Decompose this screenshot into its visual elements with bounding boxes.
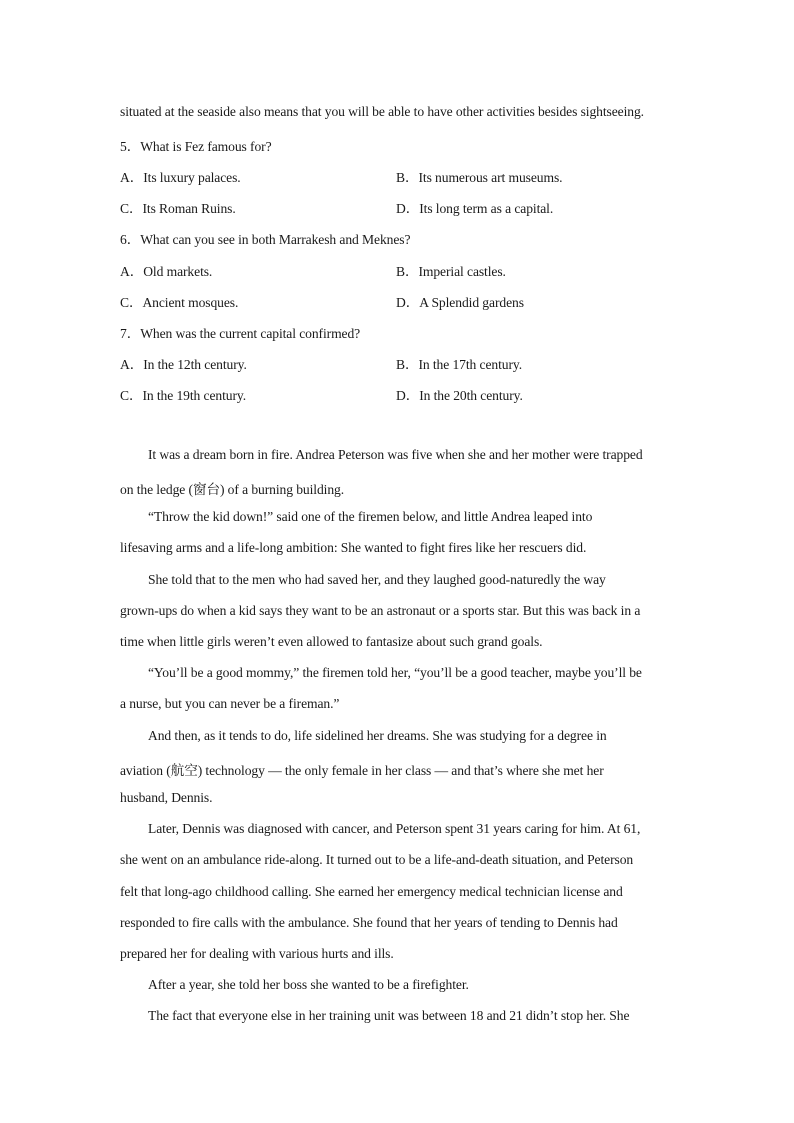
- passage-line: And then, as it tends to do, life sidelined her dreams. She was studying for a degree in: [148, 728, 607, 743]
- passage-line: “You’ll be a good mommy,” the firemen told her, “you’ll be a good teacher, maybe you’ll be: [148, 665, 642, 680]
- intro-line: situated at the seaside also means that you will be able to have other activities besides sightseeing.: [120, 104, 644, 119]
- question-7-option-d: D．In the 20th century.: [396, 388, 523, 403]
- passage-line: lifesaving arms and a life-long ambition: She wanted to fight fires like her rescuers did.: [120, 540, 587, 555]
- question-5-option-a: A．Its luxury palaces.: [120, 170, 241, 185]
- question-6-option-c: C．Ancient mosques.: [120, 295, 239, 310]
- passage-line: After a year, she told her boss she wanted to be a firefighter.: [148, 977, 469, 992]
- passage-line: prepared her for dealing with various hurts and ills.: [120, 946, 394, 961]
- passage-line: aviation (航空) technology — the only female in her class — and that’s where she met her: [120, 763, 604, 778]
- question-7-option-b: B．In the 17th century.: [396, 357, 523, 372]
- question-5-option-c: C．Its Roman Ruins.: [120, 201, 236, 216]
- passage-line: “Throw the kid down!” said one of the firemen below, and little Andrea leaped into: [148, 509, 593, 524]
- passage-line: It was a dream born in fire. Andrea Peterson was five when she and her mother were trapped: [148, 447, 643, 462]
- passage-line: responded to fire calls with the ambulance. She found that her years of tending to Dennis had: [120, 915, 618, 930]
- passage-line: Later, Dennis was diagnosed with cancer, and Peterson spent 31 years caring for him. At 61,: [148, 821, 641, 836]
- passage-line: time when little girls weren’t even allowed to fantasize about such grand goals.: [120, 634, 543, 649]
- question-6-option-b: B．Imperial castles.: [396, 264, 506, 279]
- passage-line: husband, Dennis.: [120, 790, 213, 805]
- question-6-option-d: D．A Splendid gardens: [396, 295, 524, 310]
- question-7-stem: 7．When was the current capital confirmed?: [120, 326, 361, 341]
- question-5-option-d: D．Its long term as a capital.: [396, 201, 554, 216]
- question-7-option-a: A．In the 12th century.: [120, 357, 247, 372]
- question-6-option-a: A．Old markets.: [120, 264, 213, 279]
- passage-line: she went on an ambulance ride-along. It turned out to be a life-and-death situation, and Peterson: [120, 852, 634, 867]
- passage-line: She told that to the men who had saved her, and they laughed good-naturedly the way: [148, 572, 606, 587]
- question-5-stem: 5．What is Fez famous for?: [120, 139, 272, 154]
- passage-line: on the ledge (窗台) of a burning building.: [120, 482, 345, 497]
- question-6-stem: 6．What can you see in both Marrakesh and Meknes?: [120, 232, 411, 247]
- passage-line: a nurse, but you can never be a fireman.”: [120, 696, 340, 711]
- question-7-option-c: C．In the 19th century.: [120, 388, 247, 403]
- question-5-option-b: B．Its numerous art museums.: [396, 170, 563, 185]
- passage-line: felt that long-ago childhood calling. She earned her emergency medical technician license and: [120, 884, 623, 899]
- passage-line: The fact that everyone else in her training unit was between 18 and 21 didn’t stop her. She: [148, 1008, 630, 1023]
- passage-line: grown-ups do when a kid says they want to be an astronaut or a sports star. But this was back in a: [120, 603, 641, 618]
